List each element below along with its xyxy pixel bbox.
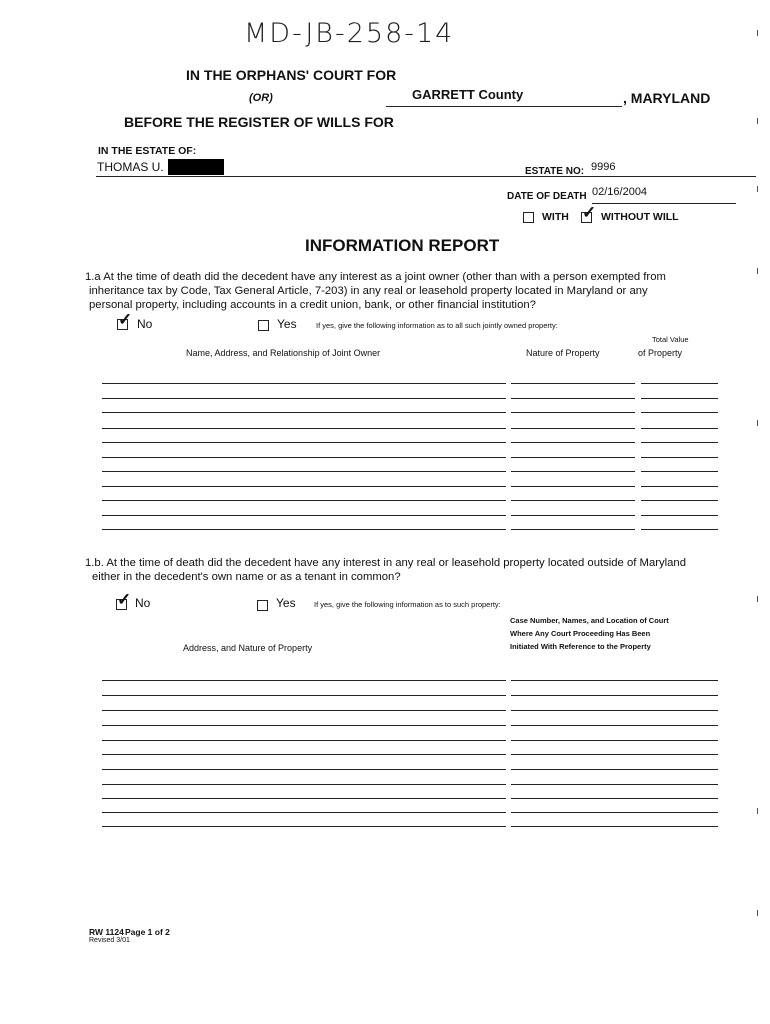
q1a-row-line <box>102 529 506 530</box>
q1b-row-line <box>102 826 506 827</box>
q1b-row-line <box>511 680 718 681</box>
q1b-col-court-line2: Where Any Court Proceeding Has Been <box>510 629 651 638</box>
q1a-row-line <box>641 500 718 501</box>
scan-speck <box>757 596 758 602</box>
q1b-row-line <box>102 798 506 799</box>
or-label: (OR) <box>249 92 273 104</box>
scan-speck <box>757 30 758 36</box>
scan-speck <box>757 268 758 274</box>
q1b-row-line <box>511 826 718 827</box>
q1a-text-line2: inheritance tax by Code, Tax General Article, 7-203) in any real or leasehold property located in Maryland or any <box>89 285 648 297</box>
without-will-checkbox[interactable] <box>581 203 597 223</box>
with-will-checkbox[interactable] <box>523 212 534 223</box>
q1a-no-label: No <box>137 317 153 331</box>
handwritten-case-number: MD-JB-258-14 <box>244 18 455 49</box>
q1a-row-line <box>102 486 506 487</box>
q1a-row-line <box>511 412 635 413</box>
scan-speck <box>757 118 758 124</box>
form-number: RW 1124 <box>89 927 124 937</box>
q1a-col-value-line2: of Property <box>638 348 683 358</box>
estate-no-value: 9996 <box>591 161 616 173</box>
q1b-row-line <box>102 695 506 696</box>
q1b-row-line <box>102 710 506 711</box>
page-number: Page 1 of 2 <box>125 927 170 937</box>
q1b-row-line <box>511 725 718 726</box>
q1a-row-line <box>641 529 718 530</box>
q1b-row-line <box>102 784 506 785</box>
q1a-row-line <box>511 383 635 384</box>
check-mark-icon: ✓ <box>582 203 597 222</box>
q1b-row-line <box>511 769 718 770</box>
q1a-col-owner: Name, Address, and Relationship of Joint Owner <box>186 348 381 358</box>
q1a-row-line <box>641 412 718 413</box>
q1b-no-label: No <box>135 596 151 610</box>
q1a-col-value-line1: Total Value <box>652 335 689 344</box>
q1b-row-line <box>511 784 718 785</box>
report-title: INFORMATION REPORT <box>305 236 500 255</box>
county-value: GARRETT County <box>412 87 524 102</box>
q1a-row-line <box>102 398 506 399</box>
q1a-row-line <box>511 515 635 516</box>
q1b-col-court-line1: Case Number, Names, and Location of Court <box>510 616 669 625</box>
with-will-label: WITH <box>542 211 569 223</box>
q1b-yes-label: Yes <box>276 596 296 610</box>
q1a-row-line <box>511 529 635 530</box>
q1a-row-line <box>641 398 718 399</box>
q1b-row-line <box>511 812 718 813</box>
q1b-no-checkbox[interactable] <box>116 590 132 610</box>
q1b-instruction: If yes, give the following information as to such property: <box>314 600 501 609</box>
dod-value: 02/16/2004 <box>592 186 648 198</box>
q1a-yes-checkbox[interactable] <box>258 320 269 331</box>
decedent-name: THOMAS U. <box>97 160 164 174</box>
q1a-row-line <box>641 428 718 429</box>
q1b-row-line <box>102 740 506 741</box>
estate-no-label: ESTATE NO: <box>525 166 585 177</box>
dod-label: DATE OF DEATH <box>507 191 587 202</box>
q1b-row-line <box>511 754 718 755</box>
q1a-row-line <box>641 486 718 487</box>
q1a-row-line <box>102 383 506 384</box>
q1b-text-line1: 1.b. At the time of death did the decedent have any interest in any real or leasehold property located outside of Maryland <box>85 557 686 569</box>
scan-speck <box>757 910 758 916</box>
check-mark-icon: ✓ <box>117 590 132 609</box>
q1b-row-line <box>102 769 506 770</box>
q1a-row-line <box>102 515 506 516</box>
q1a-row-line <box>102 428 506 429</box>
q1a-row-line <box>511 486 635 487</box>
q1a-col-nature: Nature of Property <box>526 348 600 358</box>
register-line: BEFORE THE REGISTER OF WILLS FOR <box>124 114 394 130</box>
q1b-row-line <box>511 740 718 741</box>
q1a-row-line <box>102 457 506 458</box>
q1b-col-address: Address, and Nature of Property <box>183 643 313 653</box>
estate-of-label: IN THE ESTATE OF: <box>98 145 197 157</box>
without-will-label: WITHOUT WILL <box>601 211 679 223</box>
q1a-row-line <box>102 442 506 443</box>
q1a-row-line <box>511 398 635 399</box>
scan-speck <box>757 808 758 814</box>
q1a-row-line <box>511 457 635 458</box>
q1a-row-line <box>102 412 506 413</box>
q1a-row-line <box>641 442 718 443</box>
redaction-block <box>168 159 224 175</box>
q1a-yes-label: Yes <box>277 317 297 331</box>
scan-speck <box>757 186 758 192</box>
q1b-text-line2: either in the decedent's own name or as a tenant in common? <box>92 571 401 583</box>
q1a-row-line <box>641 457 718 458</box>
q1b-yes-checkbox[interactable] <box>257 600 268 611</box>
county-underline <box>386 106 622 107</box>
q1a-row-line <box>511 428 635 429</box>
q1a-row-line <box>102 500 506 501</box>
q1a-row-line <box>641 471 718 472</box>
q1b-row-line <box>511 695 718 696</box>
q1a-row-line <box>511 471 635 472</box>
q1a-row-line <box>641 383 718 384</box>
q1a-no-checkbox[interactable] <box>117 310 133 330</box>
q1b-col-court-line3: Initiated With Reference to the Property <box>510 642 651 651</box>
q1b-row-line <box>102 812 506 813</box>
q1a-row-line <box>641 515 718 516</box>
q1a-text-line1: 1.a At the time of death did the decedent have any interest as a joint owner (other than with a person exempted from <box>85 271 666 283</box>
q1a-row-line <box>511 442 635 443</box>
q1a-text-line3: personal property, including accounts in a credit union, bank, or other financial institution? <box>89 299 536 311</box>
q1a-row-line <box>511 500 635 501</box>
state-label: , MARYLAND <box>623 90 711 106</box>
dod-underline <box>592 203 736 204</box>
q1b-row-line <box>511 710 718 711</box>
q1a-instruction: If yes, give the following information as to all such jointly owned property: <box>316 321 558 330</box>
q1b-row-line <box>102 725 506 726</box>
scan-speck <box>757 420 758 426</box>
court-line: IN THE ORPHANS' COURT FOR <box>186 67 397 83</box>
estate-underline <box>96 176 756 177</box>
check-mark-icon: ✓ <box>118 310 133 329</box>
q1b-row-line <box>102 754 506 755</box>
q1b-row-line <box>102 680 506 681</box>
revised-date: Revised 3/01 <box>89 937 130 944</box>
q1b-row-line <box>511 798 718 799</box>
q1a-row-line <box>102 471 506 472</box>
